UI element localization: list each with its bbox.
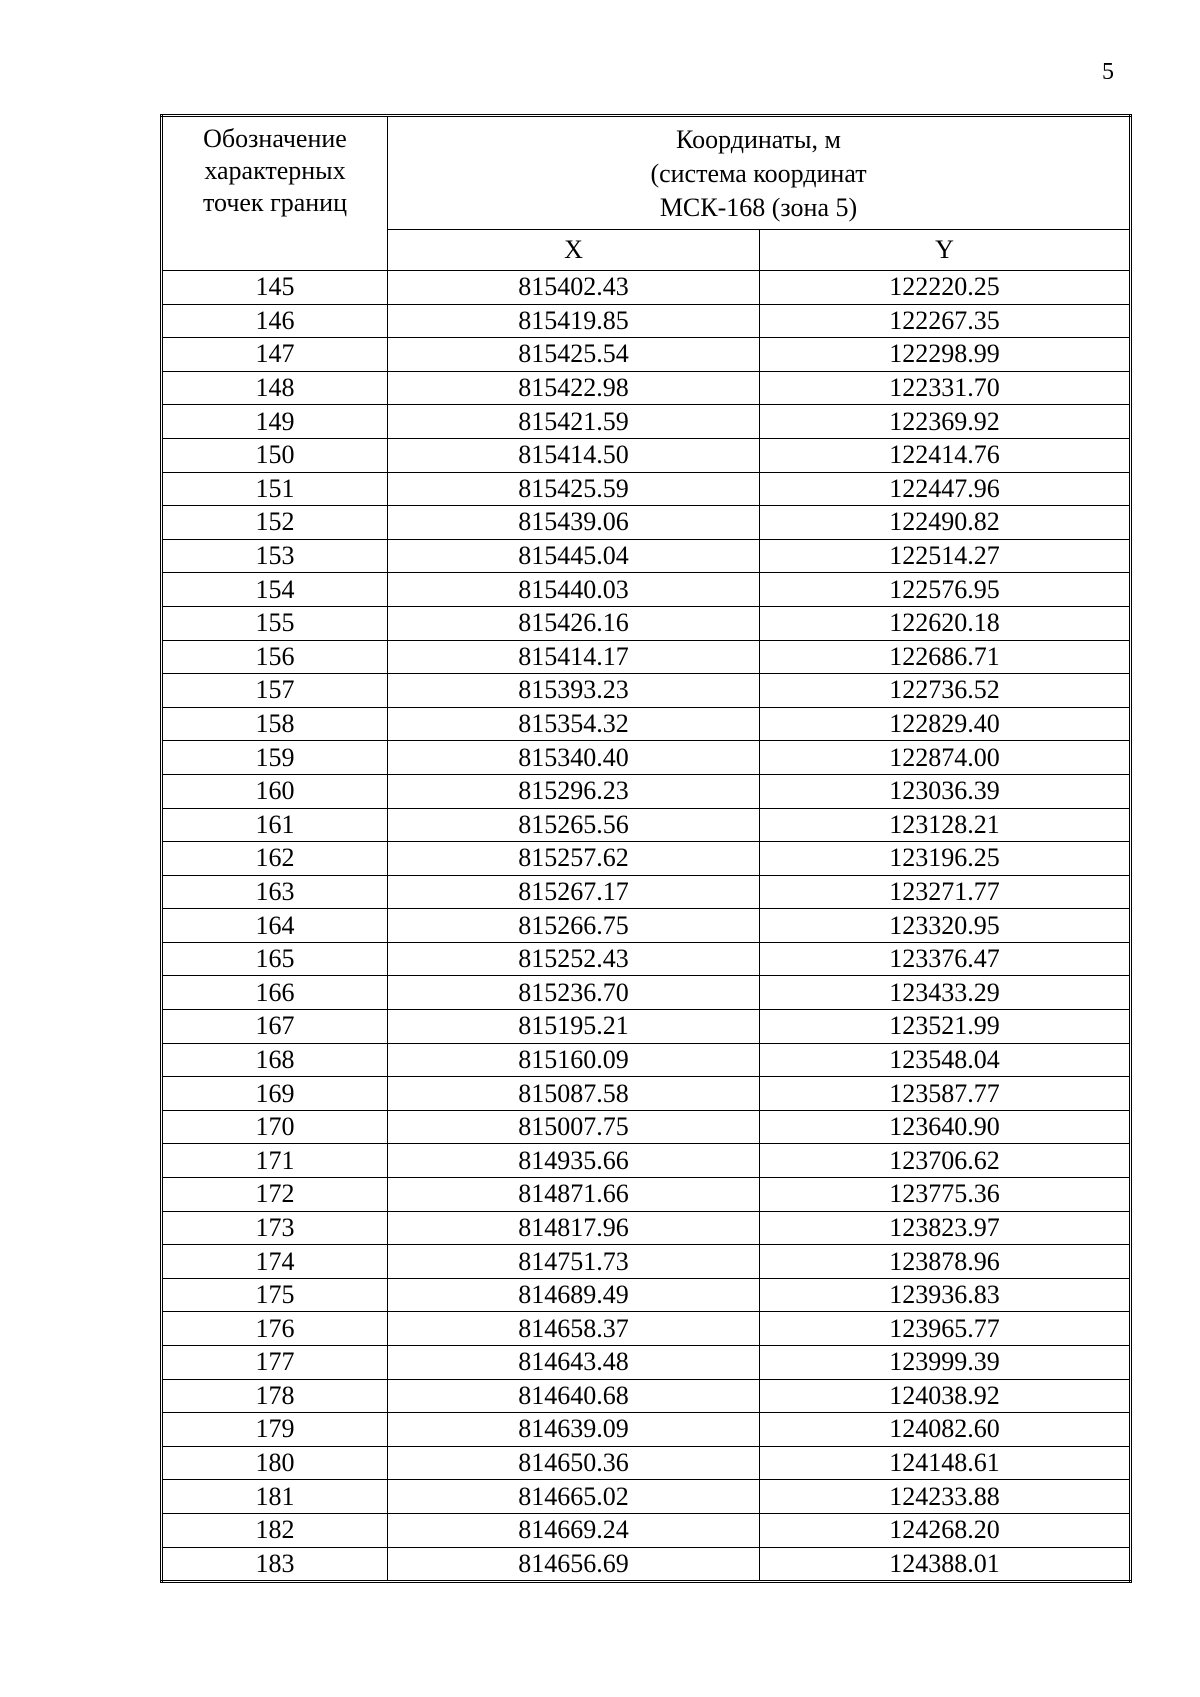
x-coordinate-cell: 815340.40 xyxy=(388,741,760,775)
x-coordinate-cell: 815160.09 xyxy=(388,1043,760,1077)
x-coordinate-cell: 814817.96 xyxy=(388,1211,760,1245)
table-row xyxy=(162,338,1131,372)
x-coordinate-cell: 814643.48 xyxy=(388,1346,760,1380)
table-row xyxy=(162,271,1131,305)
x-coordinate-cell: 815419.85 xyxy=(388,304,760,338)
table-row xyxy=(162,842,1131,876)
point-cell: 168 xyxy=(162,1043,388,1077)
y-coordinate-cell: 122576.95 xyxy=(760,573,1131,607)
y-coordinate-cell: 123587.77 xyxy=(760,1077,1131,1111)
table-row xyxy=(162,472,1131,506)
y-coordinate-cell: 123936.83 xyxy=(760,1278,1131,1312)
y-coordinate-cell: 123196.25 xyxy=(760,842,1131,876)
table-row xyxy=(162,405,1131,439)
x-coordinate-cell: 814689.49 xyxy=(388,1278,760,1312)
point-cell: 158 xyxy=(162,707,388,741)
y-coordinate-cell: 124038.92 xyxy=(760,1379,1131,1413)
point-cell: 174 xyxy=(162,1245,388,1279)
table-row xyxy=(162,606,1131,640)
point-cell: 145 xyxy=(162,271,388,305)
y-coordinate-cell: 124388.01 xyxy=(760,1547,1131,1582)
point-header-line: характерных xyxy=(204,156,346,185)
x-coordinate-cell: 814640.68 xyxy=(388,1379,760,1413)
coordinates-table xyxy=(160,114,1132,1583)
y-coordinate-cell: 123878.96 xyxy=(760,1245,1131,1279)
table-row xyxy=(162,1010,1131,1044)
table-row xyxy=(162,1547,1131,1582)
y-coordinate-cell: 122414.76 xyxy=(760,438,1131,472)
x-coordinate-cell: 815265.56 xyxy=(388,808,760,842)
x-coordinate-cell: 815402.43 xyxy=(388,271,760,305)
table-row xyxy=(162,1312,1131,1346)
point-cell: 161 xyxy=(162,808,388,842)
x-coordinate-cell: 815426.16 xyxy=(388,606,760,640)
table-row xyxy=(162,640,1131,674)
point-cell: 164 xyxy=(162,909,388,943)
y-coordinate-cell: 123320.95 xyxy=(760,909,1131,943)
point-cell: 177 xyxy=(162,1346,388,1380)
x-coordinate-cell: 815421.59 xyxy=(388,405,760,439)
y-coordinate-cell: 123376.47 xyxy=(760,942,1131,976)
point-cell: 148 xyxy=(162,371,388,405)
x-coordinate-cell: 814751.73 xyxy=(388,1245,760,1279)
coords-header-line: (система координат xyxy=(650,159,867,188)
point-cell: 178 xyxy=(162,1379,388,1413)
table-row xyxy=(162,741,1131,775)
y-coordinate-cell: 123433.29 xyxy=(760,976,1131,1010)
table-row xyxy=(162,506,1131,540)
table-row xyxy=(162,438,1131,472)
coordinates-header xyxy=(388,116,1131,230)
table-body xyxy=(162,271,1131,1582)
x-coordinate-cell: 814650.36 xyxy=(388,1446,760,1480)
table-row xyxy=(162,1379,1131,1413)
table-row xyxy=(162,1245,1131,1279)
point-cell: 163 xyxy=(162,875,388,909)
point-cell: 151 xyxy=(162,472,388,506)
point-cell: 165 xyxy=(162,942,388,976)
point-cell: 179 xyxy=(162,1413,388,1447)
table-row xyxy=(162,1178,1131,1212)
table-row xyxy=(162,1278,1131,1312)
y-column-header: Y xyxy=(760,230,1131,271)
y-coordinate-cell: 122298.99 xyxy=(760,338,1131,372)
table-row xyxy=(162,808,1131,842)
point-cell: 183 xyxy=(162,1547,388,1582)
x-coordinate-cell: 815422.98 xyxy=(388,371,760,405)
y-coordinate-cell: 122620.18 xyxy=(760,606,1131,640)
y-coordinate-cell: 123823.97 xyxy=(760,1211,1131,1245)
table-row xyxy=(162,1480,1131,1514)
y-coordinate-cell: 123706.62 xyxy=(760,1144,1131,1178)
table-row xyxy=(162,1110,1131,1144)
table-header xyxy=(162,116,1131,271)
y-coordinate-cell: 122736.52 xyxy=(760,674,1131,708)
y-coordinate-cell: 124233.88 xyxy=(760,1480,1131,1514)
x-coordinate-cell: 815087.58 xyxy=(388,1077,760,1111)
table-row xyxy=(162,1446,1131,1480)
table-row xyxy=(162,573,1131,607)
point-cell: 146 xyxy=(162,304,388,338)
coords-header-line: Координаты, м xyxy=(676,125,841,154)
point-cell: 175 xyxy=(162,1278,388,1312)
y-coordinate-cell: 123775.36 xyxy=(760,1178,1131,1212)
x-coordinate-cell: 815195.21 xyxy=(388,1010,760,1044)
y-coordinate-cell: 123640.90 xyxy=(760,1110,1131,1144)
table-row xyxy=(162,707,1131,741)
x-coordinate-cell: 815007.75 xyxy=(388,1110,760,1144)
point-cell: 171 xyxy=(162,1144,388,1178)
table-row xyxy=(162,1513,1131,1547)
y-coordinate-cell: 123036.39 xyxy=(760,774,1131,808)
x-coordinate-cell: 815425.54 xyxy=(388,338,760,372)
point-cell: 156 xyxy=(162,640,388,674)
x-coordinate-cell: 814669.24 xyxy=(388,1513,760,1547)
point-cell: 155 xyxy=(162,606,388,640)
y-coordinate-cell: 122874.00 xyxy=(760,741,1131,775)
point-cell: 173 xyxy=(162,1211,388,1245)
x-coordinate-cell: 815354.32 xyxy=(388,707,760,741)
x-coordinate-cell: 815267.17 xyxy=(388,875,760,909)
table-row xyxy=(162,976,1131,1010)
point-cell: 152 xyxy=(162,506,388,540)
y-coordinate-cell: 123521.99 xyxy=(760,1010,1131,1044)
y-coordinate-cell: 122829.40 xyxy=(760,707,1131,741)
point-cell: 159 xyxy=(162,741,388,775)
point-cell: 180 xyxy=(162,1446,388,1480)
x-coordinate-cell: 815252.43 xyxy=(388,942,760,976)
table-row xyxy=(162,371,1131,405)
point-designation-header xyxy=(162,116,388,271)
x-coordinate-cell: 814656.69 xyxy=(388,1547,760,1582)
point-cell: 176 xyxy=(162,1312,388,1346)
point-cell: 162 xyxy=(162,842,388,876)
y-coordinate-cell: 123965.77 xyxy=(760,1312,1131,1346)
point-cell: 153 xyxy=(162,539,388,573)
y-coordinate-cell: 122369.92 xyxy=(760,405,1131,439)
y-coordinate-cell: 122490.82 xyxy=(760,506,1131,540)
x-coordinate-cell: 815445.04 xyxy=(388,539,760,573)
point-cell: 157 xyxy=(162,674,388,708)
x-coordinate-cell: 815266.75 xyxy=(388,909,760,943)
point-cell: 154 xyxy=(162,573,388,607)
y-coordinate-cell: 124082.60 xyxy=(760,1413,1131,1447)
point-cell: 181 xyxy=(162,1480,388,1514)
y-coordinate-cell: 123271.77 xyxy=(760,875,1131,909)
x-coordinate-cell: 814658.37 xyxy=(388,1312,760,1346)
x-coordinate-cell: 814639.09 xyxy=(388,1413,760,1447)
point-cell: 182 xyxy=(162,1513,388,1547)
y-coordinate-cell: 122220.25 xyxy=(760,271,1131,305)
x-column-header: X xyxy=(388,230,760,271)
x-coordinate-cell: 815439.06 xyxy=(388,506,760,540)
x-coordinate-cell: 815296.23 xyxy=(388,774,760,808)
table-row xyxy=(162,774,1131,808)
point-cell: 160 xyxy=(162,774,388,808)
x-coordinate-cell: 815414.50 xyxy=(388,438,760,472)
point-cell: 166 xyxy=(162,976,388,1010)
x-coordinate-cell: 815414.17 xyxy=(388,640,760,674)
table-row xyxy=(162,1077,1131,1111)
table-row xyxy=(162,674,1131,708)
point-cell: 170 xyxy=(162,1110,388,1144)
point-cell: 167 xyxy=(162,1010,388,1044)
table-row xyxy=(162,1144,1131,1178)
x-coordinate-cell: 815425.59 xyxy=(388,472,760,506)
point-header-line: Обозначение xyxy=(203,124,347,153)
table-row xyxy=(162,875,1131,909)
point-header-line: точек границ xyxy=(202,188,348,217)
y-coordinate-cell: 122514.27 xyxy=(760,539,1131,573)
y-coordinate-cell: 122331.70 xyxy=(760,371,1131,405)
x-coordinate-cell: 815393.23 xyxy=(388,674,760,708)
table-row xyxy=(162,1043,1131,1077)
table-row xyxy=(162,1211,1131,1245)
y-coordinate-cell: 122447.96 xyxy=(760,472,1131,506)
point-cell: 147 xyxy=(162,338,388,372)
y-coordinate-cell: 123999.39 xyxy=(760,1346,1131,1380)
x-coordinate-cell: 815236.70 xyxy=(388,976,760,1010)
table-row xyxy=(162,1413,1131,1447)
table-row xyxy=(162,539,1131,573)
x-coordinate-cell: 815440.03 xyxy=(388,573,760,607)
page-number: 5 xyxy=(1102,59,1114,85)
table-row xyxy=(162,1346,1131,1380)
y-coordinate-cell: 124148.61 xyxy=(760,1446,1131,1480)
point-cell: 149 xyxy=(162,405,388,439)
table-row xyxy=(162,909,1131,943)
table-row xyxy=(162,942,1131,976)
y-coordinate-cell: 122267.35 xyxy=(760,304,1131,338)
point-cell: 172 xyxy=(162,1178,388,1212)
y-coordinate-cell: 122686.71 xyxy=(760,640,1131,674)
coords-header-line: МСК-168 (зона 5) xyxy=(659,193,858,222)
x-coordinate-cell: 814935.66 xyxy=(388,1144,760,1178)
y-coordinate-cell: 123548.04 xyxy=(760,1043,1131,1077)
x-coordinate-cell: 814871.66 xyxy=(388,1178,760,1212)
y-coordinate-cell: 124268.20 xyxy=(760,1513,1131,1547)
table-row xyxy=(162,304,1131,338)
x-coordinate-cell: 814665.02 xyxy=(388,1480,760,1514)
y-coordinate-cell: 123128.21 xyxy=(760,808,1131,842)
point-cell: 150 xyxy=(162,438,388,472)
point-cell: 169 xyxy=(162,1077,388,1111)
x-coordinate-cell: 815257.62 xyxy=(388,842,760,876)
